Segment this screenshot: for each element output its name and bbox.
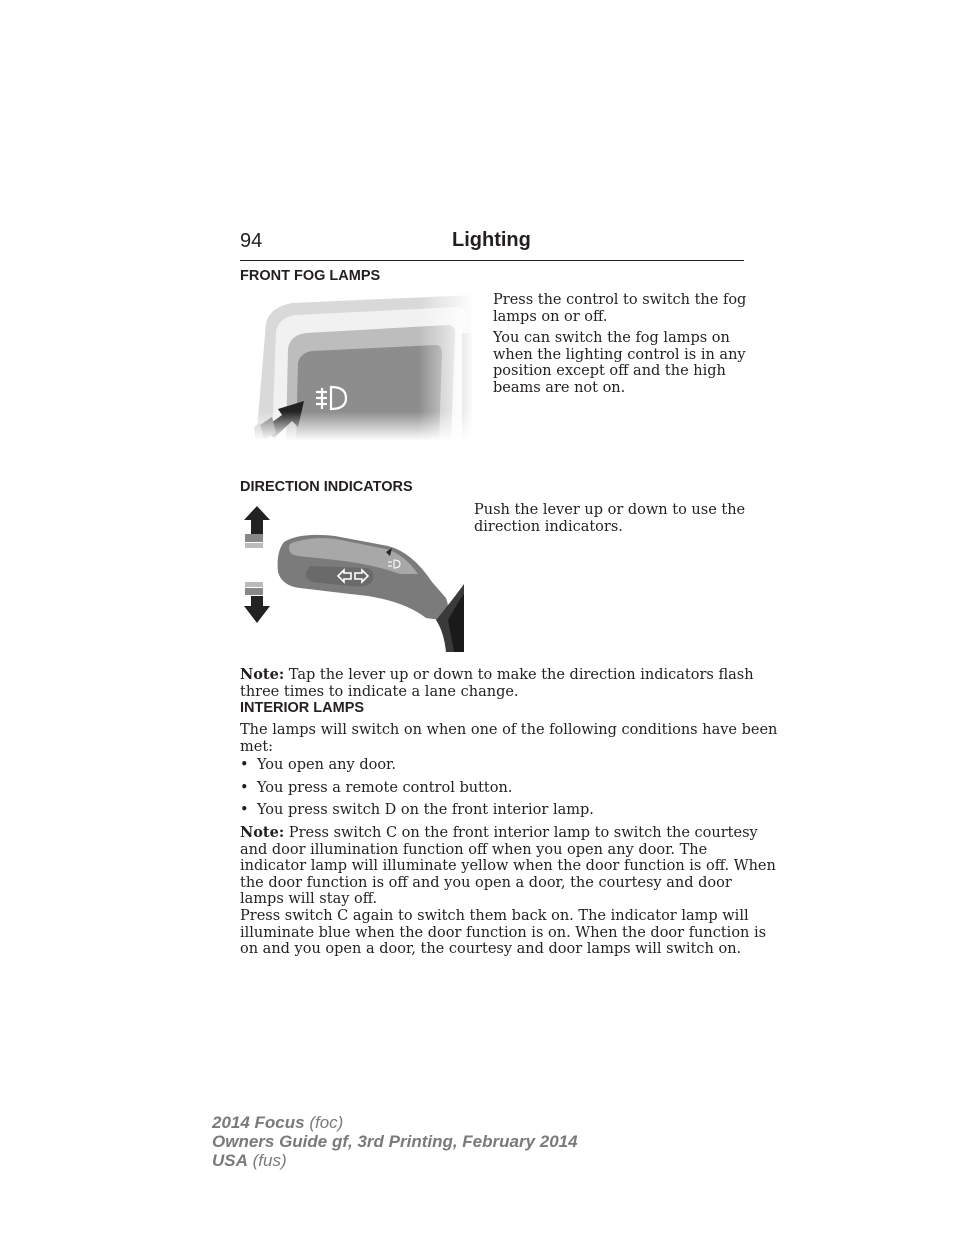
interior-paragraph-2: Press switch C again to switch them back on. The indicator lamp will illuminate blue when the door function is on. When the door function is on and you open a door, the courtesy and door lamps will switch on. bbox=[240, 908, 767, 958]
down-arrow-icon bbox=[244, 582, 270, 623]
chapter-title: Lighting bbox=[452, 229, 531, 251]
interior-intro: The lamps will switch on when one of the following conditions have been met: bbox=[240, 722, 778, 755]
direction-note: Note: Tap the lever up or down to make the direction indicators flash three times to indicate a lane change. bbox=[240, 666, 754, 700]
heading-interior-lamps: INTERIOR LAMPS bbox=[240, 700, 365, 716]
page-number: 94 bbox=[240, 230, 263, 252]
note-label: Note: bbox=[240, 824, 285, 841]
list-item: • You press switch D on the front interior lamp. bbox=[240, 802, 594, 818]
page-header bbox=[240, 228, 744, 261]
heading-front-fog-lamps: FRONT FOG LAMPS bbox=[240, 268, 381, 284]
direction-paragraph-1: Push the lever up or down to use the direction indicators. bbox=[474, 502, 746, 535]
up-arrow-icon bbox=[244, 506, 270, 548]
fog-lamp-switch-illustration bbox=[252, 293, 474, 441]
interior-note: Note: Press switch C on the front interior lamp to switch the courtesy and door illumination function off when you open any door. The indicator lamp will illuminate yellow when the door function is off. When the door function is off and you open a door, the courtesy and door lamps will stay off. bbox=[240, 824, 776, 908]
heading-direction-indicators: DIRECTION INDICATORS bbox=[240, 479, 413, 495]
fog-paragraph-1: Press the control to switch the fog lamps on or off. bbox=[493, 292, 747, 325]
list-item: • You open any door. bbox=[240, 757, 397, 773]
list-item: • You press a remote control button. bbox=[240, 780, 513, 796]
fog-paragraph-2: You can switch the fog lamps on when the lighting control is in any position except off and the high beams are not on. bbox=[493, 330, 746, 396]
note-label: Note: bbox=[240, 666, 285, 683]
page-footer: 2014 Focus (foc) Owners Guide gf, 3rd Printing, February 2014 USA (fus) bbox=[212, 1113, 578, 1170]
direction-lever-illustration bbox=[240, 502, 464, 652]
